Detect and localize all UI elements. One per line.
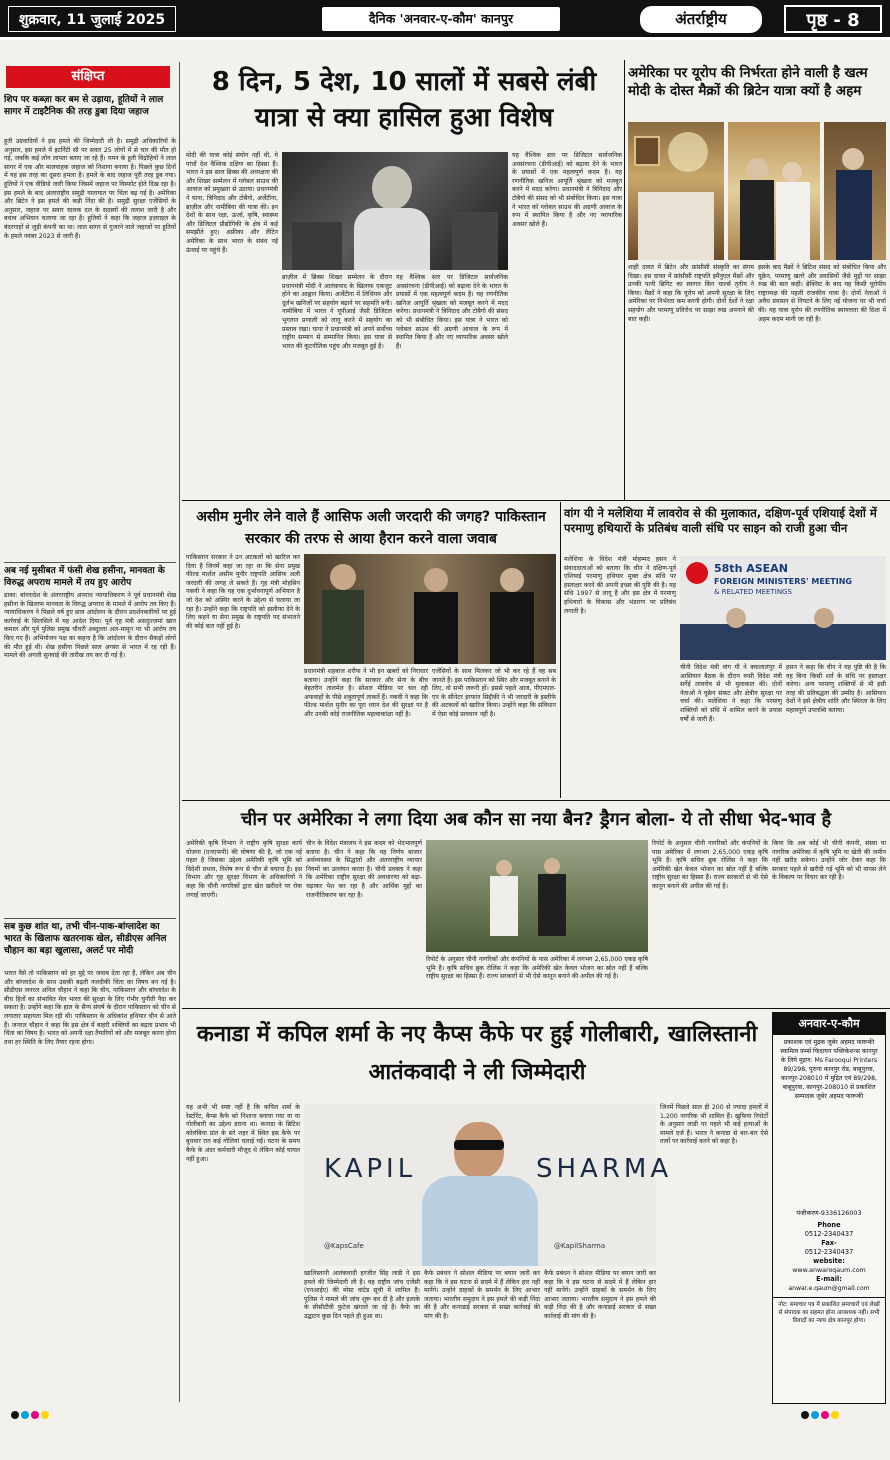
modi-col2: ब्राज़ील में ब्रिक्स शिखर सम्मेलन के दौरान प्रधानमंत्री मोदी ने आतंकवाद के खिलाफ एकजुट होने का आह्वान किया। अर्जेंटीना में लिथियम और दुर्लभ खनिजों पर सहयोग बढ़ाने पर सहमति बनी। नामीबिया में भारत ने यूपीआई जैसी डिजिटल भुगतान प्रणाली को लागू करने में सहयोग का प्रस्ताव रखा। घाना ने प्रधानमंत्री को अपने सर्वोच्च राष्ट्रीय सम्मान से सम्मानित किया। इस यात्रा से भारत की कूटनीतिक पहुंच और मजबूत हुई है।: [282, 274, 392, 350]
imprint-fax: 0512-2340437: [804, 1248, 854, 1256]
modi-col1: मोदी की यात्रा कोई संयोग नहीं थी, ये पांचों देश वैश्विक दक्षिण का हिस्सा हैं। भारत ने इस साल ब्रिक्स की अध्यक्षता की और शिखर सम्मेलन में ग्लोबल साउथ की आवाज को प्रमुखता से उठाया। प्रधानमंत्री ने घाना, त्रिनिदाद और टोबैगो, अर्जेंटीना, ब्राज़ील और नामीबिया की यात्रा की। इन देशों के साथ रक्षा, ऊर्जा, कृषि, स्वास्थ्य और डिजिटल प्रौद्योगिकी के क्षेत्र में कई समझौते हुए। अफ्रीका और लैटिन अमेरिका के साथ भारत के संबंध नई ऊंचाई पर पहुंचे हैं।: [186, 152, 278, 254]
sidebar: [0, 62, 180, 1402]
pak-photo: [304, 554, 556, 664]
uk-photo-left: [628, 122, 724, 260]
canada-col3: कैफे प्रबंधन ने सोशल मीडिया पर बयान जारी कर कहा कि वे इस घटना से सदमे में हैं लेकिन हार नहीं मानेंगे। उन्होंने ग्राहकों के समर्थन के लिए आभार जताया। भारतीय समुदाय ने इस हमले की कड़ी निंदा की है और कनाडाई सरकार से सख्त कार्रवाई की मांग की है।: [424, 1270, 540, 1320]
imprint-website: www.anwaroqaum.com: [792, 1267, 866, 1274]
page-number: पृष्ठ - 8: [784, 5, 882, 33]
china-col3: रिपोर्ट के अनुसार चीनी नागरिकों और कंपनियों के पास अमेरिका में लगभग 2,65,000 एकड़ कृषि भूमि है। कृषि सचिव ब्रुक रोलिंस ने कहा कि अमेरिकी खेत केवल भोजन का स्रोत नहीं हैं बल्कि राष्ट्रीय सुरक्षा का हिस्सा हैं। राज्य सरकारों से भी ऐसे कानून बनाने की अपील की गई है।: [426, 956, 648, 981]
asean-col2: चीनी विदेश मंत्री वांग यी ने क्वालालंपुर में आसियान बैठक के दौरान रूसी विदेश मंत्री सर्गेई लावरोव से भी मुलाकात की। दोनों नेताओं ने यूक्रेन संकट और क्षेत्रीय सुरक्षा पर चर्चा की। मलेशिया ने कहा कि परमाणु शक्तियों को संधि में शामिल करने के प्रयास वर्षों से जारी हैं।: [680, 664, 782, 723]
cmyk-marks-right: [800, 1404, 880, 1414]
sidebar-header: संक्षिप्त: [6, 66, 170, 88]
modi-photo: [282, 152, 508, 270]
imprint-phone-label: Phone: [817, 1221, 841, 1229]
pak-col1: पाकिस्तान सरकार ने उन अटकलों को खारिज कर दिया है जिनमें कहा जा रहा था कि सेना प्रमुख फील्ड मार्शल असीम मुनीर राष्ट्रपति आसिफ अली जरदारी की जगह ले सकते हैं। गृह मंत्री मोहसिन नकवी ने कहा कि यह एक दुर्भावनापूर्ण अभियान है जो देश को अस्थिर करने के उद्देश्य से चलाया जा रहा है। उन्होंने कहा कि राष्ट्रपति को इस्तीफा देने के लिए कहने या सेना प्रमुख के राष्ट्रपति पद संभालने की कोई बात नहीं हुई है।: [186, 554, 300, 630]
imprint-email: anwar.e.qaum@gmail.com: [788, 1285, 870, 1292]
imprint-phone: 0512-2340437: [804, 1230, 854, 1238]
kapil-poster-left-text: KAPIL: [324, 1154, 417, 1184]
sidebar-story2-headline: अब नई मुसीबत में फंसी शेख हसीना, मानवता के विरुद्ध अपराध मामले में तय हुए आरोप: [4, 562, 176, 589]
canada-col4: कैफे प्रबंधन ने सोशल मीडिया पर बयान जारी कर कहा कि वे इस घटना से सदमे में हैं लेकिन हार नहीं मानेंगे। उन्होंने ग्राहकों के समर्थन के लिए आभार जताया। भारतीय समुदाय ने इस हमले की कड़ी निंदा की है और कनाडाई सरकार से सख्त कार्रवाई की मांग की है।: [544, 1270, 656, 1320]
pak-col3: एजेंसियों के साथ मिलकर जो भी कर रहे हैं वह सब जानते हैं। इस पाकिस्तान को स्थिर और मजबूत बनाने के लिए, वो सभी जरूरी हों। इससे पहले आज, पीएमएल-एन के सीनेटर इरफान सिद्दीकी ने भी जरदारी के इस्तीफे की अटकलों को खारिज किया। उन्होंने कहा कि संविधान में ऐसा कोई प्रावधान नहीं है।: [432, 668, 556, 718]
kapil-sharma-handle: @KapilSharma: [554, 1242, 606, 1250]
canada-headline: कनाडा में कपिल शर्मा के नए कैप्स कैफे पर हुई गोलीबारी, खालिस्तानी आतंकवादी ने ली जिम्मेदारी: [196, 1022, 758, 1085]
imprint-website-label: website:: [813, 1257, 845, 1265]
sidebar-story1-body: हूती उग्रवादियों ने इस हमले की जिम्मेदारी ली है। समुद्री अधिकारियों के अनुसार, इस हमले में इटर्निटी सी पर सवार 25 लोगों में से चार की मौत हो गई, जबकि कई लोग लापता बताए जा रहे हैं। यमन के हूती विद्रोहियों ने लाल सागर में एक और मालवाहक जहाज को निशाना बनाया है। पिछले कुछ दिनों में यह इस तरह का दूसरा हमला है। हमले के बाद जहाज पूरी तरह डूब गया। हूतियों ने एक वीडियो जारी किया जिसमें जहाज पर विस्फोट होते दिख रहा है। इस हमले के बाद अंतरराष्ट्रीय समुद्री यातायात पर चिंता बढ़ गई है। अमेरिका और ब्रिटेन ने इस हमले की कड़ी निंदा की है। समुद्री सुरक्षा एजेंसियों के अनुसार, जहाज पर सवार चालक दल के सदस्यों की तलाश जारी है और बचाव अभियान चलाया जा रहा है। हूतियों ने कहा कि जहाज इज़राइल के बंदरगाहों से जुड़ी कंपनी का था। लाल सागर से गुजरने वाले जहाजों पर हूतियों के हमले नवंबर 2023 से जारी हैं।: [4, 138, 176, 240]
masthead: [0, 0, 890, 40]
canada-poster: [304, 1104, 673, 1266]
modi-col4: यह वैश्विक स्तर पर डिजिटल सार्वजनिक अवसंरचना (डीपीआई) को बढ़ावा देने के भारत के प्रयासों में एक महत्वपूर्ण कदम है। यह रणनीतिक खनिज आपूर्ति श्रृंखला को मजबूत करने में मदद करेगा। प्रधानमंत्री ने त्रिनिदाद और टोबैगो की संसद को भी संबोधित किया। इस यात्रा ने भारत को ग्लोबल साउथ की अग्रणी आवाज के रूप में स्थापित किया है और नए व्यापारिक अवसर खोले हैं।: [512, 152, 622, 228]
china-photo: [426, 840, 648, 952]
imprint-reg: पंजीकरण-9336126003: [796, 1209, 862, 1217]
china-col4: रिपोर्ट के अनुसार चीनी नागरिकों और कंपनियों के पास अमेरिका में लगभग 2,65,000 एकड़ कृषि भूमि है। कृषि सचिव ब्रुक रोलिंस ने कहा कि अमेरिकी खेत केवल भोजन का स्रोत नहीं हैं बल्कि राष्ट्रीय सुरक्षा का हिस्सा हैं। राज्य सरकारों से भी ऐसे कानून बनाने की अपील की गई है।: [652, 840, 768, 890]
sidebar-story1-headline: शिप पर कब्ज़ा कर बम से उड़ाया, हूतियों ने लाल सागर में टाइटैनिक की तरह डुबा दिया जहाज: [4, 95, 164, 117]
china-headline: चीन पर अमेरिका ने लगा दिया अब कौन सा नया बैन? ड्रैगन बोला- ये तो सीधा भेद-भाव है: [240, 809, 832, 830]
sidebar-story2-body: ढाका: बांग्लादेश के अंतरराष्ट्रीय अपराध न्यायाधिकरण ने पूर्व प्रधानमंत्री शेख हसीना के खिलाफ मानवता के विरुद्ध अपराध के मामले में आरोप तय किए हैं। न्यायाधिकरण ने पिछले वर्ष हुए छात्र आंदोलन के दौरान प्रदर्शनकारियों पर हुई कार्रवाई के सिलसिले में यह आदेश दिया। पूर्व गृह मंत्री असदुज्जमां खान कमाल और पूर्व पुलिस प्रमुख चौधरी अब्दुल्ला अल-मामून पर भी आरोप तय किए गए हैं। अभियोजन पक्ष का कहना है कि आंदोलन के दौरान सैकड़ों लोगों की मौत हुई थी। शेख हसीना पिछले साल अगस्त से भारत में रह रही हैं। मामले की अगली सुनवाई की तारीख तय कर दी गई है।: [4, 592, 176, 660]
uk-photo-center: [728, 122, 820, 260]
asean-col1: मलेशिया के विदेश मंत्री मोहम्मद हसन ने संवाददाताओं को बताया कि चीन ने दक्षिण-पूर्व एशियाई परमाणु हथियार मुक्त क्षेत्र संधि पर हस्ताक्षर करने की अपनी इच्छा की पुष्टि की है। यह संधि 1997 से लागू है और इस क्षेत्र में परमाणु हथियारों के विकास और भंडारण पर प्रतिबंध लगाती है।: [564, 556, 676, 615]
china-col1: अमेरिकी कृषि विभाग ने राष्ट्रीय कृषि सुरक्षा कार्य योजना (एनएफपी) की घोषणा की है, जो एक नई पहल है जिसका उद्देश्य अमेरिकी कृषि भूमि को विदेशी प्रभाव, विशेष रूप से चीन से बचाना है। इस विभाग और गृह सुरक्षा विभाग के अधिकारियों ने कहा कि चीनी नागरिकों द्वारा खेत खरीदने पर रोक लगाई जाएगी।: [186, 840, 302, 899]
modi-headline: 8 दिन, 5 देश, 10 सालों में सबसे लंबी यात्रा से क्या हासिल हुआ विशेष: [211, 67, 597, 133]
imprint-fax-label: Fax-: [821, 1239, 837, 1247]
cmyk-marks-left: [10, 1404, 90, 1414]
imprint-note: नोट: समाचार पत्र में प्रकाशित समाचारों एवं लेखों से संपादक का सहमत होना आवश्यक नहीं। सभी विवादों का न्याय क्षेत्र कानपुर होगा।: [773, 1297, 885, 1363]
asean-photo: [680, 556, 886, 660]
section-label: अंतर्राष्ट्रीय: [640, 6, 762, 33]
uk-col1: शाही दावत में ब्रिटेन और फ्रांसीसी संस्कृति का संगम दिखा। इस दावत में फ्रांसीसी राष्ट्रपति इमैनुएल मैक्रों और उनकी पत्नी ब्रिगिट का स्वागत किंग चार्ल्स तृतीय ने किया। मैक्रों ने कहा कि यूरोप को अपनी सुरक्षा के लिए अमेरिका पर निर्भरता कम करनी होगी। दोनों देशों ने रक्षा सहयोग और परमाणु प्रतिरोध पर साझा रुख अपनाने की बात कही।: [628, 264, 754, 323]
modi-col3: यह वैश्विक स्तर पर डिजिटल सार्वजनिक अवसंरचना (डीपीआई) को बढ़ावा देने के भारत के प्रयासों में एक महत्वपूर्ण कदम है। यह रणनीतिक खनिज आपूर्ति श्रृंखला को मजबूत करने में मदद करेगा। प्रधानमंत्री ने त्रिनिदाद और टोबैगो की संसद को भी संबोधित किया। इस यात्रा ने भारत को ग्लोबल साउथ की अग्रणी आवाज के रूप में स्थापित किया है और नए व्यापारिक अवसर खोले हैं।: [396, 274, 508, 350]
imprint-title: अनवार-ए-कौम: [773, 1013, 885, 1035]
uk-col2: इसके बाद मैक्रों ने ब्रिटिश संसद को संबोधित किया और यूक्रेन, परमाणु खतरे और प्रवासियों जैसे मुद्दों पर साझा रुख की बात कही। ब्रेक्जिट के बाद यह किसी यूरोपीय राष्ट्राध्यक्ष की पहली राजकीय यात्रा है। दोनों नेताओं ने अवैध प्रवासन से निपटने के लिए नई योजना पर भी चर्चा की। यह यात्रा यूरोप की रणनीतिक स्वायत्तता की दिशा में अहम कदम मानी जा रही है।: [758, 264, 886, 323]
imprint-email-label: E-mail:: [816, 1275, 842, 1283]
canada-col1: यह अभी भी स्पष्ट नहीं है कि कपिल शर्मा के रेस्टोरेंट, कैप्स कैफे को निशाना बनाया गया या या गोलीबारी का उद्देश्य डराना था। कनाडा के ब्रिटिश कोलंबिया प्रांत के सरे शहर में स्थित इस कैफे पर बुधवार रात कई गोलियां चलाई गईं। घटना के समय कैफे के अंदर कर्मचारी मौजूद थे लेकिन कोई घायल नहीं हुआ।: [186, 1104, 300, 1163]
pak-col2: प्रधानमंत्री शहबाज शरीफ ने भी इन खबरों को निराधार बताया। उन्होंने कहा कि सरकार और सेना के बीच बेहतरीन तालमेल है। सोशल मीडिया पर चल रही अफवाहों के पीछे शत्रुतापूर्ण ताकतें हैं। नकवी ने कहा कि फील्ड मार्शल मुनीर का पूरा ध्यान देश की सुरक्षा पर है और उनकी कोई राजनीतिक महत्वाकांक्षा नहीं है।: [304, 668, 428, 718]
canada-col5: जिनमें पिछले साल ही 200 से ज्यादा हमलों में 1,200 नागरिक भी शामिल हैं। खुफिया रिपोर्टों के अनुसार लाडी पर पहले भी कई हत्याओं के मामले दर्ज हैं। भारत ने कनाडा से बार-बार ऐसे तत्वों पर कार्रवाई करने को कहा है।: [660, 1104, 768, 1146]
asean-headline: वांग यी ने मलेशिया में लावरोव से की मुलाकात, दक्षिण-पूर्व एशियाई देशों में परमाणु हथियारों के प्रतिबंध वाली संधि पर साइन को राजी हुआ चीन: [564, 506, 877, 535]
kapil-poster-right-text: SHARMA: [536, 1154, 673, 1184]
asean-banner-line1: 58th ASEAN: [714, 562, 788, 575]
uk-photo-right: [824, 122, 886, 260]
canada-col2: खालिस्तानी आतंकवादी हरजीत सिंह लाडी ने इस हमले की जिम्मेदारी ली है। वह राष्ट्रीय जांच एजेंसी (एनआईए) की मोस्ट वांटेड सूची में शामिल है। पुलिस ने मामले की जांच शुरू कर दी है और इलाके के सीसीटीवी फुटेज खंगाले जा रहे हैं। कैफे का उद्घाटन कुछ दिन पहले ही हुआ था।: [304, 1270, 420, 1320]
sidebar-story3-body: भारत वैसे तो पाकिस्तान को हर मुद्दे पर जवाब देता रहा है, लेकिन अब चीन और बांग्लादेश के साथ उसकी बढ़ती नजदीकी चिंता का विषय बन गई है। सीडीएस जनरल अनिल चौहान ने कहा कि चीन, पाकिस्तान और बांग्लादेश के बीच हितों का संभावित मेल भारत की सुरक्षा के लिए गंभीर चुनौती पैदा कर सकता है। उन्होंने कहा कि हाल के सैन्य संघर्ष के दौरान पाकिस्तान को चीन से लगातार सहायता मिल रही थी। पाकिस्तान के अधिकांश हथियार चीन से आते हैं। जनरल चौहान ने कहा कि इस क्षेत्र में बाहरी शक्तियों का बढ़ता प्रभाव भी चिंता का विषय है। भारत को अपनी रक्षा तैयारियों को और मजबूत करना होगा तथा हर स्थिति के लिए तैयार रहना होगा।: [4, 970, 176, 1046]
sidebar-story3-headline: सब कुछ शांत था, तभी चीन-पाक-बांग्लादेश का भारत के खिलाफ खतरनाक खेल, सीडीएस अनिल चौहान का बड़ा खुलासा, अलर्ट पर मोदी: [4, 918, 176, 957]
paper-name-box: दैनिक 'अनवार-ए-कौम' कानपुर: [322, 7, 560, 31]
imprint-box: [772, 1012, 886, 1404]
china-col5: किया कि अब कोई भी चीनी कंपनी, संस्था या नागरिक अमेरिका में कृषि भूमि या खेती की जमीन नहीं खरीद सकेगा। उन्होंने जोर देकर कहा कि सरकार पहले से खरीदी गई भूमि को भी वापस लेने के विकल्प पर विचार कर रही है।: [772, 840, 886, 882]
kaps-cafe-handle: @KapsCafe: [324, 1242, 364, 1250]
imprint-text: प्रकाशक एवं मुद्रक जुबेर अहमद फारूकी स्वामित्व फ़र्म्स फिदायन पब्लिकेशन्स कानपुर के लिये मुद्रण: Ms Farooqui Printers 89/298, पुराना कानपुर रोड, बाबूपुरवा, कानपुर-208010 में मुद्रित एवं 89/298, बाबूपुरवा, कानपुर-208010 से प्रकाशित सम्पादक जुबेर अहमद फारूकी: [780, 1039, 878, 1100]
asean-banner-line2: FOREIGN MINISTERS' MEETING: [714, 577, 852, 586]
asean-logo-icon: [686, 562, 708, 584]
pak-headline: असीम मुनीर लेने वाले हैं आसिफ अली जरदारी की जगह? पाकिस्तान सरकार की तरफ से आया हैरान करने वाला जवाब: [196, 509, 546, 547]
china-col2: चीन के विदेश मंत्रालय ने इस कदम को भेदभावपूर्ण बताया है। चीन ने कहा कि यह निर्णय बाजार अर्थव्यवस्था के सिद्धांतों और अंतरराष्ट्रीय व्यापार नियमों का उल्लंघन करता है। चीनी प्रवक्ता ने कहा कि अमेरिका राष्ट्रीय सुरक्षा की अवधारणा को बढ़ा-चढ़ाकर पेश कर रहा है और आर्थिक मुद्दों का राजनीतिकरण कर रहा है।: [306, 840, 422, 899]
uk-headline: अमेरिका पर यूरोप की निर्भरता होने वाली है खत्म मोदी के दोस्त मैक्रों की ब्रिटेन यात्रा क्यों है अहम: [628, 65, 868, 99]
asean-banner-line3: & RELATED MEETINGS: [714, 588, 792, 596]
date-box: शुक्रवार, 11 जुलाई 2025: [8, 6, 176, 32]
asean-col3: हसन ने कहा कि चीन ने यह पुष्टि की है कि वह बिना किसी शर्त के संधि पर हस्ताक्षर करेगा। अन्य परमाणु शक्तियों से भी इसी तरह की प्रतिबद्धता की उम्मीद है। आसियान देशों ने इसे क्षेत्रीय शांति और स्थिरता के लिए महत्वपूर्ण उपलब्धि बताया।: [786, 664, 886, 714]
